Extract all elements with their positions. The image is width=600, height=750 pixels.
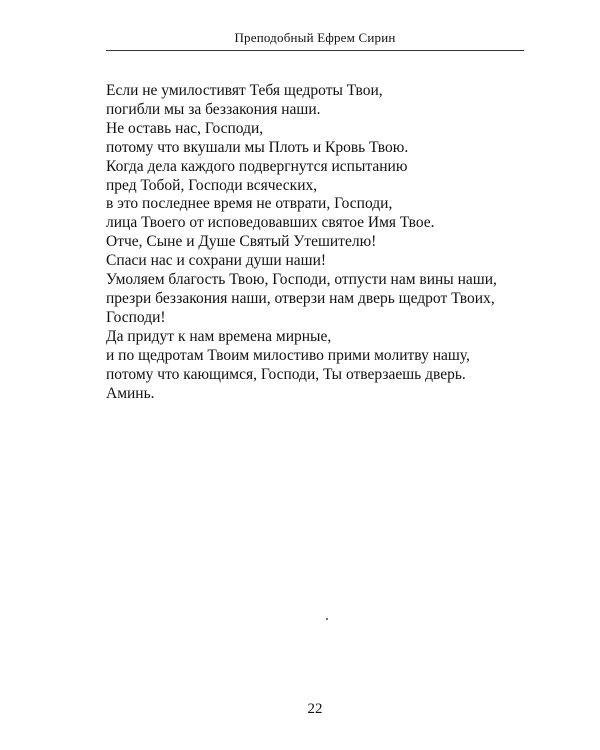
text-line: Аминь.	[106, 384, 155, 402]
header-rule	[106, 50, 524, 51]
text-line: презри беззакония наши, отверзи нам дверь щедрот Твоих,	[106, 289, 495, 307]
text-line: в это последнее время не отврати, Господи,	[106, 195, 393, 213]
running-head-title: Преподобный Ефрем Сирин	[234, 30, 396, 45]
text-line: Господи!	[106, 308, 166, 326]
text-line: Умоляем благость Твою, Господи, отпусти нам вины наши,	[106, 271, 497, 289]
text-line: Если не умилостивят Тебя щедроты Твои,	[106, 82, 383, 99]
text-line: Не оставь нас, Господи,	[106, 119, 264, 137]
text-line: потому что кающимся, Господи, Ты отверзаешь дверь.	[106, 365, 466, 383]
prayer-text	[106, 82, 536, 403]
text-line: Да придут к нам времена мирные,	[106, 327, 332, 345]
text-line: лица Твоего от исповедовавших святое Имя Твое.	[106, 214, 435, 232]
text-line: Когда дела каждого подвергнутся испытанию	[106, 157, 408, 175]
text-line: пред Тобой, Господи всяческих,	[106, 176, 318, 194]
page-number: 22	[307, 701, 323, 717]
text-line: Спаси нас и сохрани души наши!	[106, 252, 327, 270]
text-line: и по щедротам Твоим милостиво прими молитву нашу,	[106, 346, 470, 364]
stray-dot-mark	[326, 618, 328, 620]
text-line: Отче, Сыне и Душе Святый Утешителю!	[106, 233, 377, 251]
text-line: погибли мы за беззакония наши.	[106, 100, 321, 118]
text-line: потому что вкушали мы Плоть и Кровь Твою.	[106, 138, 409, 156]
